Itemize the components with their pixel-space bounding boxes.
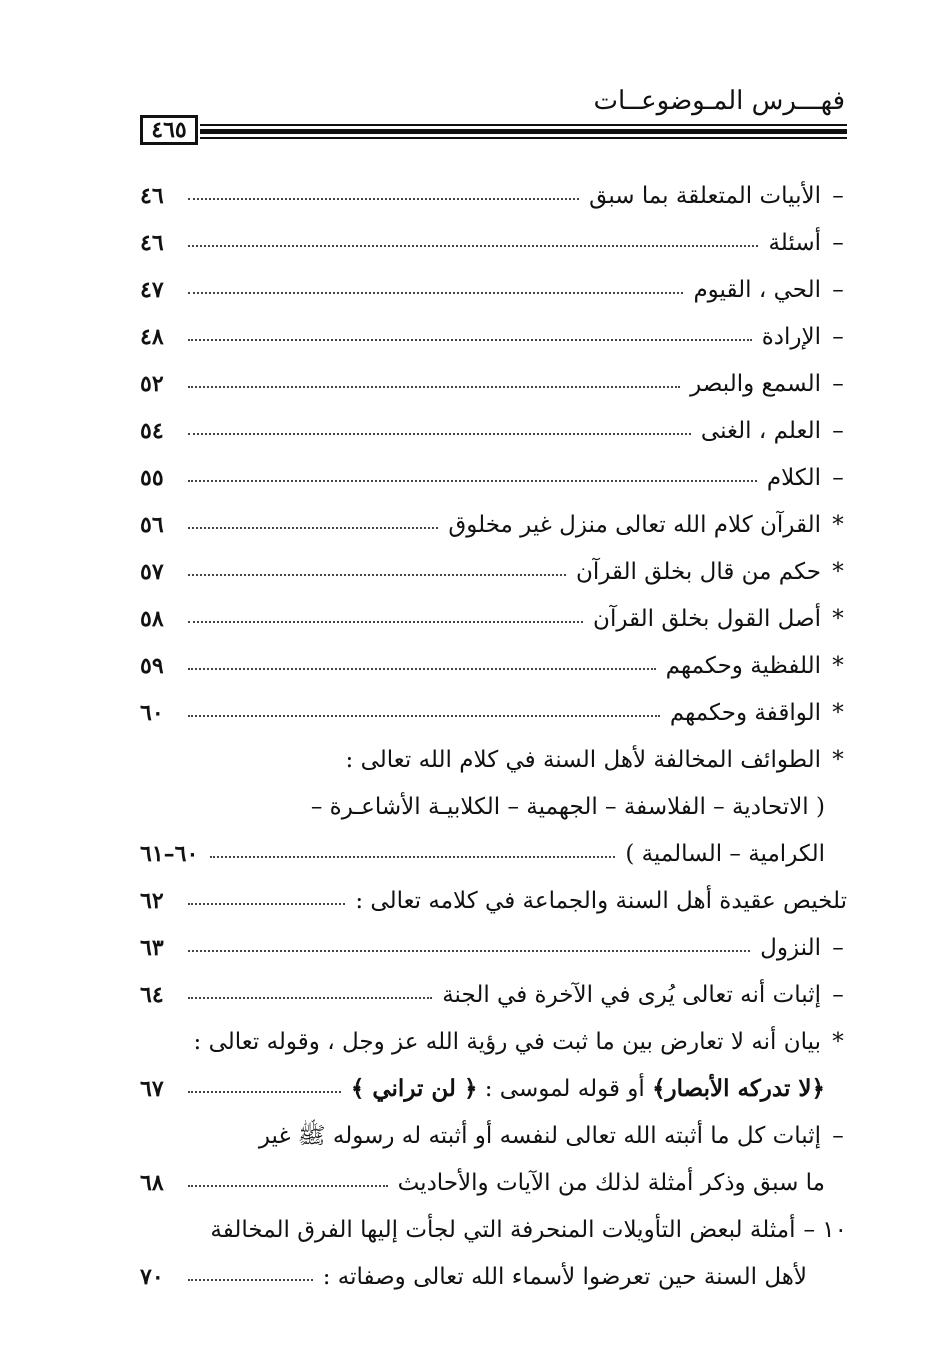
- toc-entry: [140, 353, 847, 400]
- toc-entry: [140, 1199, 847, 1246]
- leader-dots: [188, 386, 680, 388]
- entry-page: ٦٧: [140, 1076, 164, 1103]
- entry-title: أمثلة لبعض التأويلات المنحرفة التي لجأت إليها الفرق المخالفة: [210, 1216, 796, 1243]
- entry-page: ٥٤: [140, 418, 164, 445]
- toc-entry-continuation: [140, 776, 847, 823]
- toc-entry: [140, 588, 847, 635]
- entry-marker: *: [832, 699, 844, 726]
- toc-entry: [140, 729, 847, 776]
- entry-marker: *: [832, 1028, 844, 1055]
- entry-marker: –: [832, 417, 844, 444]
- entry-page: ٦٤: [140, 982, 164, 1009]
- page-header-title: فهـــرس المـوضوعــات: [593, 86, 845, 116]
- entry-title-middle: أو قوله لموسى :: [477, 1075, 653, 1102]
- leader-dots: [188, 1091, 341, 1093]
- entry-page: ٦٠–٦١: [140, 841, 199, 868]
- leader-dots: [188, 198, 579, 200]
- entry-title: اللفظية وحكمهم: [665, 652, 821, 679]
- toc-entry: [140, 1011, 847, 1058]
- header-rule-top: [200, 124, 847, 126]
- toc-entry: [140, 494, 847, 541]
- leader-dots: [188, 903, 345, 905]
- toc-list: [140, 165, 847, 1293]
- entry-page: ٤٦: [140, 230, 164, 257]
- quran-quote: ﴿لا تدركه الأبصار﴾: [652, 1074, 825, 1102]
- header-rule-thick: [200, 129, 847, 134]
- entry-marker: *: [832, 558, 844, 585]
- leader-dots: [210, 856, 615, 858]
- leader-dots: [188, 668, 656, 670]
- leader-dots: [188, 1279, 313, 1281]
- leader-dots: [188, 715, 660, 717]
- entry-title: القرآن كلام الله تعالى منزل غير مخلوق: [448, 511, 821, 538]
- entry-marker: –: [832, 276, 844, 303]
- leader-dots: [188, 950, 750, 952]
- entry-title: الحي ، القيوم: [693, 276, 821, 303]
- toc-entry-continuation: [140, 823, 847, 870]
- toc-entry: [140, 964, 847, 1011]
- entry-title: أسئلة: [768, 229, 821, 256]
- entry-marker: *: [832, 605, 844, 632]
- entry-title: الطوائف المخالفة لأهل السنة في كلام الله تعالى :: [345, 746, 821, 773]
- entry-title: الأبيات المتعلقة بما سبق: [589, 182, 821, 209]
- entry-page: ٤٦: [140, 183, 164, 210]
- leader-dots: [188, 433, 691, 435]
- entry-marker: *: [832, 652, 844, 679]
- entry-marker: –: [832, 182, 844, 209]
- leader-dots: [188, 621, 583, 623]
- entry-title: تلخيص عقيدة أهل السنة والجماعة في كلامه تعالى :: [355, 887, 847, 914]
- entry-title: [351, 1073, 847, 1105]
- entry-title: النزول: [760, 934, 821, 961]
- entry-page: ٦٨: [140, 1170, 164, 1197]
- entry-title: الإرادة: [761, 323, 821, 350]
- entry-marker: –: [832, 370, 844, 397]
- entry-page: ٥٩: [140, 653, 164, 680]
- entry-title: إثبات أنه تعالى يُرى في الآخرة في الجنة: [442, 981, 821, 1008]
- entry-page: ٧٠: [140, 1264, 164, 1291]
- leader-dots: [188, 1185, 388, 1187]
- toc-entry: [140, 541, 847, 588]
- toc-entry: [140, 870, 847, 917]
- entry-title: لأهل السنة حين تعرضوا لأسماء الله تعالى وصفاته :: [322, 1263, 807, 1290]
- entry-page: ٤٧: [140, 277, 164, 304]
- entry-title: أصل القول بخلق القرآن: [593, 605, 821, 632]
- toc-entry: [140, 400, 847, 447]
- entry-marker: –: [832, 934, 844, 961]
- header-rule-bottom: [200, 137, 847, 139]
- entry-marker: –: [832, 464, 844, 491]
- toc-entry-continuation: [140, 1246, 847, 1293]
- entry-title: بيان أنه لا تعارض بين ما ثبت في رؤية الله عز وجل ، وقوله تعالى :: [193, 1028, 821, 1055]
- entry-marker: –: [832, 323, 844, 350]
- toc-entry: [140, 1105, 847, 1152]
- leader-dots: [188, 574, 566, 576]
- leader-dots: [188, 480, 757, 482]
- entry-marker: –: [832, 981, 844, 1008]
- toc-entry: [140, 306, 847, 353]
- entry-page: ٥٢: [140, 371, 164, 398]
- page-number-box: ٤٦٥: [140, 115, 198, 145]
- toc-entry-continuation: [140, 1152, 847, 1199]
- entry-title: الواقفة وحكمهم: [669, 699, 821, 726]
- entry-page: ٥٧: [140, 559, 164, 586]
- entry-title: الكلام: [766, 464, 821, 491]
- entry-title: السمع والبصر: [690, 370, 821, 397]
- entry-marker: –: [832, 229, 844, 256]
- toc-entry-continuation: [140, 1058, 847, 1105]
- entry-page: ٥٥: [140, 465, 164, 492]
- entry-page: ٤٨: [140, 324, 164, 351]
- entry-marker: *: [832, 511, 844, 538]
- entry-marker: –: [832, 1122, 844, 1149]
- entry-page: ٦٣: [140, 935, 164, 962]
- toc-entry: [140, 917, 847, 964]
- entry-title: العلم ، الغنى: [700, 417, 821, 444]
- leader-dots: [188, 292, 683, 294]
- toc-entry: [140, 212, 847, 259]
- toc-entry: [140, 165, 847, 212]
- entry-title: الكرامية – السالمية ): [625, 840, 825, 867]
- entry-marker: ١٠ –: [803, 1216, 847, 1243]
- leader-dots: [188, 245, 758, 247]
- entry-title: حكم من قال بخلق القرآن: [575, 558, 821, 585]
- leader-dots: [188, 997, 432, 999]
- entry-page: ٥٦: [140, 512, 164, 539]
- toc-entry: [140, 682, 847, 729]
- entry-page: ٦٠: [140, 700, 164, 727]
- entry-page: ٦٢: [140, 888, 164, 915]
- leader-dots: [188, 527, 438, 529]
- quran-quote: ﴿ لن تراني ﴾: [350, 1074, 478, 1102]
- leader-dots: [188, 339, 752, 341]
- toc-entry: [140, 635, 847, 682]
- entry-title: ( الاتحادية – الفلاسفة – الجهمية – الكلابيـة الأشاعـرة –: [310, 793, 825, 820]
- entry-marker: *: [832, 746, 844, 773]
- entry-title: ما سبق وذكر أمثلة لذلك من الآيات والأحاديث: [397, 1169, 825, 1196]
- toc-entry: [140, 447, 847, 494]
- entry-title: إثبات كل ما أثبته الله تعالى لنفسه أو أثبته له رسوله ﷺ غير: [258, 1122, 821, 1149]
- toc-entry: [140, 259, 847, 306]
- entry-page: ٥٨: [140, 606, 164, 633]
